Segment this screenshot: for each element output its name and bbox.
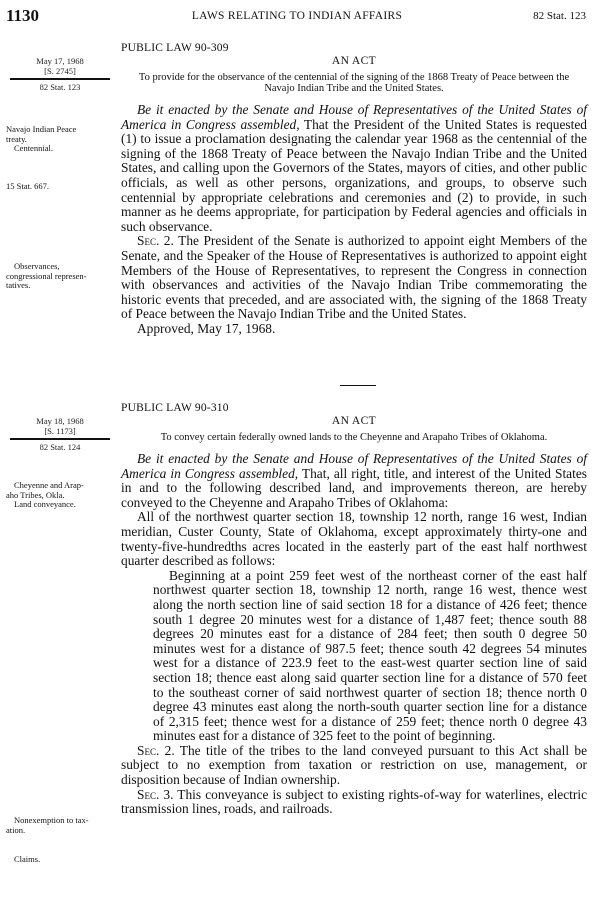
running-head: LAWS RELATING TO INDIAN AFFAIRS [191,10,403,22]
page-number: 1130 [6,6,40,25]
law2-margin-note-taxation: Nonexemption to tax- ation. [6,815,89,835]
law1-margin-bill: [S. 2745] [44,66,76,76]
law2-section-2: Sec. 2. The title of the tribes to the land conveyed pursuant to this Act shall be subject to no exemption from taxation or restriction on use, management, or disposition because of Indian ownership. [121,742,588,788]
law2-section-1: Be it enacted by the Senate and House of Representatives of the United States of America in Congress assembled, That, all right, title, and interest of the United States in and to the following described land, and improvements thereon, are hereby conveyed to the Cheyenne and Arapaho Tribes of Oklahoma: [121,451,588,510]
law1-purpose: To provide for the observance of the centennial of the signing of the 1868 Treaty of Peace between the Navajo Indian Tribe and the United States. [138,72,570,94]
law1-body [121,103,587,337]
law1-margin-citation [4,56,116,92]
page-header [0,6,594,28]
law2-margin-rule [10,438,110,440]
law1-title: PUBLIC LAW 90-309 [121,42,229,54]
law2-margin-note-claims: Claims. [14,854,41,864]
law1-section-2: Sec. 2. The President of the Senate is authorized to appoint eight Members of the Senate, and the Speaker of the House of Representatives is authorized to appoint eight Members of the House of Representatives, to represent the Congress in connection with observances and activities of the Navajo Indian Tribe commemorating the historic events that preceded, and are associated with, the signing of the 1868 Treaty of Peace between the Navajo Indian Tribe and the United States. [121,233,588,322]
law2-margin-bill: [S. 1173] [44,426,76,436]
law2-margin-date: May 18, 1968 [36,416,84,426]
law1-margin-rule [10,78,110,80]
law2-section-3: Sec. 3. This conveyance is subject to existing rights-of-way for waterlines, electric transmission lines, roads, and railroads. [121,786,588,817]
law1-margin-note-stat: 15 Stat. 667. [6,181,49,191]
law2-purpose: To convey certain federally owned lands to the Cheyenne and Arapaho Tribes of Oklahoma. [160,432,548,443]
law1-margin-stat: 82 Stat. 123 [39,82,81,92]
law1-section-1: Be it enacted by the Senate and House of Representatives of the United States of America in Congress assembled, That the President of the United States is requested (1) to issue a proclamation designating the calendar year 1968 as the centennial of the signing of the 1868 Treaty of Peace between the Navajo Indian Tribe and the United States, and calling upon the Governors of the States, mayors of cities, and other public officials, as well as other persons, organizations, and groups, to observe such centennial by appropriate celebrations and ceremonies and (2) to provide, in such manner as he deems appropriate, for participation by Federal agencies and officials in such observance. [121,102,588,234]
law2-margin-stat: 82 Stat. 124 [39,442,81,452]
law1-act-heading: AN ACT [331,55,377,67]
law2-main [121,402,587,817]
law2-enacting-clause: Be it enacted by the Senate and House of Representatives of the United States of America in Congress assembled, [121,451,587,481]
law1-approved: Approved, May 17, 1968. [137,320,276,336]
law2-title: PUBLIC LAW 90-310 [121,402,229,414]
law1-main [121,42,587,337]
law2-metes-and-bounds: Beginning at a point 259 feet west of the northeast corner of the east half northwest quarter section 18, township 12 north, range 16 west, thence west along the north section line of said section 18 for a distance of 426 feet; thence south 1 degree 20 minutes west for a distance of 1,487 feet; thence south 88 degrees 20 minutes east for a distance of 284 feet; then south 0 degree 50 minutes west for a distance of 987.5 feet; thence south 42 degrees 54 minutes west for a distance of 223.9 feet to the east-west quarter section line of said section 18; thence east along said quarter section line for a distance of 570 feet to the southeast corner of said northwest quarter of section 18; thence north 0 degree 43 minutes east along the north-south quarter section line for a distance of 2,315 feet; thence west for a distance of 259 feet; thence north 0 degree 43 minutes east for a distance of 325 feet to the point of beginning. [153,567,587,744]
law2-act-heading: AN ACT [331,415,377,427]
law2-margin-citation [4,416,116,452]
law1-margin-note-treaty: Navajo Indian Peace treaty. Centennial. [6,124,77,153]
law1-margin-date: May 17, 1968 [36,56,84,66]
header-stat-reference: 82 Stat. 123 [533,10,586,22]
law1-enacting-clause: Be it enacted by the Senate and House of Representatives of the United States of America in Congress assembled, [121,102,587,132]
law-divider-rule [340,385,376,386]
law2-body [121,452,587,817]
law2-margin-note-tribes: Cheyenne and Arap- aho Tribes, Okla. Land conveyance. [6,480,84,509]
law2-land-description: All of the northwest quarter section 18, township 12 north, range 16 west, Indian meridian, Custer County, State of Oklahoma, except approximately thirty-one and twenty-five-hundredths acres located in the easterly part of the east half northwest quarter described as follows: [121,509,587,569]
law1-margin-note-observances: Observances, congressional represen- tatives. [6,261,87,290]
